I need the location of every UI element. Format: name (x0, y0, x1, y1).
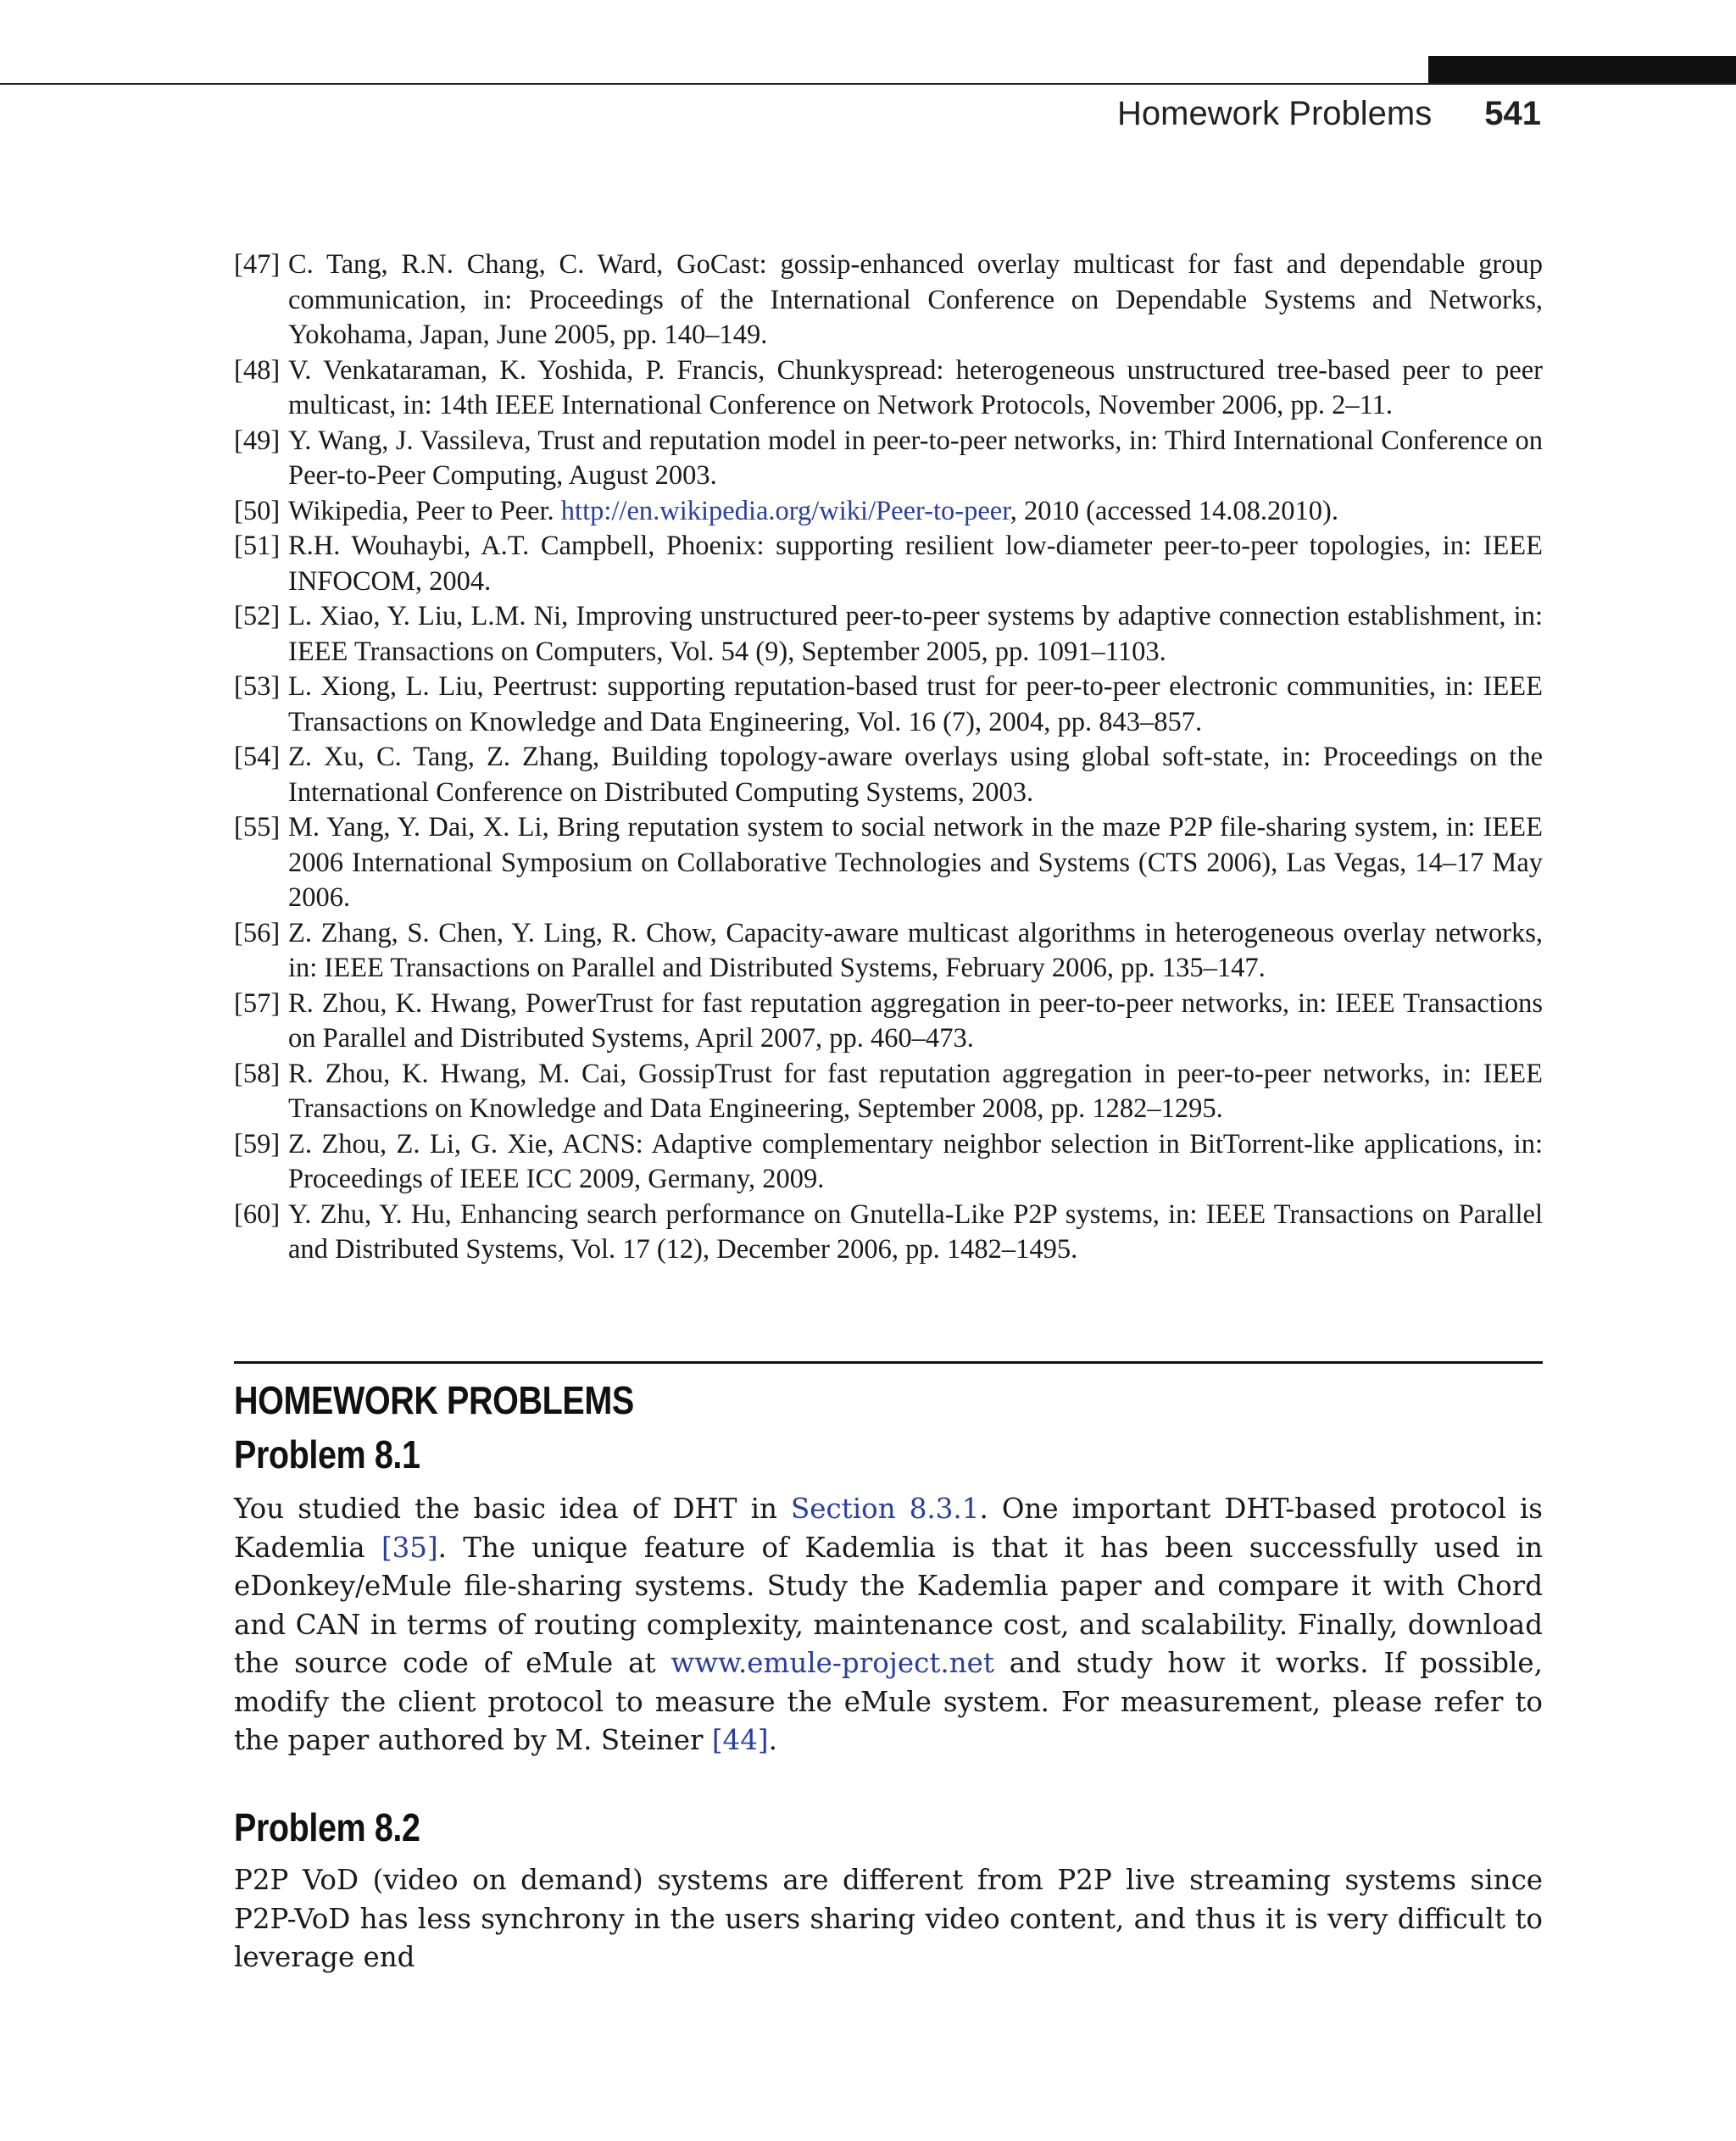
reference-item (234, 529, 1543, 599)
reference-item (234, 1127, 1543, 1198)
reference-number: [57] (234, 987, 281, 1019)
section-heading-homework: HOMEWORK PROBLEMS (234, 1378, 634, 1422)
reference-number: [51] (234, 531, 281, 561)
reference-url-link[interactable]: http://en.wikipedia.org/wiki/Peer-to-peer (560, 495, 1010, 526)
reference-item (234, 599, 1543, 670)
reference-text: L. Xiao, Y. Liu, L.M. Ni, Improving unstructured peer-to-peer systems by adaptive connection establishment, in: IEEE Transactions on Computers, Vol. 54 (9), September 2005, pp. 1091–1103. (288, 601, 1543, 667)
reference-text: R. Zhou, K. Hwang, PowerTrust for fast reputation aggregation in peer-to-peer networks, in: IEEE Transactions on Parallel and Distributed Systems, April 2007, pp. 460–473. (288, 987, 1543, 1054)
reference-item (234, 494, 1543, 530)
reference-number: [47] (234, 249, 281, 280)
emule-website-link[interactable]: www.emule-project.net (670, 1647, 994, 1679)
reference-number: [60] (234, 1198, 281, 1230)
reference-item (234, 740, 1543, 810)
reference-text: C. Tang, R.N. Chang, C. Ward, GoCast: gossip-enhanced overlay multicast for fast and dependable group communication, in: Proceedings of the International Conference on Dependable Systems and Networks, Yokohama, Japan, June 2005, pp. 140–149. (288, 249, 1543, 350)
running-head-title: Homework Problems (1117, 95, 1433, 132)
reference-number: [55] (234, 812, 281, 842)
problem-8-1-text-1: You studied the basic idea of DHT in (234, 1493, 792, 1525)
reference-item (234, 247, 1543, 353)
problem-8-1-text-3: . The unique feature of Kademlia is that it has been successfully used in eDonkey/eMule file-sharing systems. Study the Kademlia paper and compare it with Chord and CAN in terms of routing complexity, maintenance cost, and scalability. Finally, download the source code of eMule at (234, 1531, 1544, 1679)
reference-number: [59] (234, 1128, 281, 1159)
problem-8-1-text-5: . (768, 1724, 777, 1756)
reference-item (234, 987, 1543, 1057)
reference-number: [54] (234, 742, 281, 772)
reference-list (234, 247, 1543, 1268)
reference-text: L. Xiong, L. Liu, Peertrust: supporting reputation-based trust for peer-to-peer electronic communities, in: IEEE Transactions on Knowledge and Data Engineering, Vol. 16 (7), 2004, pp. 843–857. (288, 671, 1543, 737)
reference-number: [56] (234, 917, 281, 948)
reference-item (234, 424, 1543, 494)
reference-text: Y. Zhu, Y. Hu, Enhancing search performance on Gnutella-Like P2P systems, in: IEEE Transactions on Parallel and Distributed Systems, Vol. 17 (12), December 2006, pp. 1482–1495. (288, 1198, 1543, 1265)
reference-text: Z. Xu, C. Tang, Z. Zhang, Building topology-aware overlays using global soft-state, in: Proceedings on the International Conference on Distributed Computing Systems, 2003. (288, 742, 1543, 808)
reference-item (234, 353, 1543, 424)
section-link[interactable]: Section 8.3.1 (791, 1493, 980, 1525)
page-number: 541 (1484, 95, 1541, 132)
problem-8-1-title: Problem 8.1 (234, 1432, 420, 1476)
header-rule (0, 83, 1736, 85)
reference-item (234, 670, 1543, 740)
citation-link-44[interactable]: [44] (711, 1724, 769, 1756)
reference-text: Z. Zhou, Z. Li, G. Xie, ACNS: Adaptive complementary neighbor selection in BitTorrent-like applications, in: Proceedings of IEEE ICC 2009, Germany, 2009. (288, 1128, 1543, 1194)
reference-number: [49] (234, 425, 281, 456)
reference-text (288, 494, 1543, 530)
reference-text: R. Zhou, K. Hwang, M. Cai, GossipTrust for fast reputation aggregation in peer-to-peer networks, in: IEEE Transactions on Knowledge and Data Engineering, September 2008, pp. 1282–1295. (288, 1058, 1543, 1124)
reference-text: M. Yang, Y. Dai, X. Li, Bring reputation system to social network in the maze P2P file-sharing system, in: IEEE 2006 International Symposium on Collaborative Technologies and Systems (CTS 2006), Las Vegas, 14–17 May 2006. (288, 812, 1543, 913)
reference-number: [58] (234, 1058, 281, 1089)
problem-8-1-text-2: . One important DHT-based protocol is Kademlia (234, 1493, 1543, 1564)
reference-text: Y. Wang, J. Vassileva, Trust and reputation model in peer-to-peer networks, in: Third International Conference on Peer-to-Peer Computing, August 2003. (288, 425, 1543, 491)
reference-text-after: , 2010 (accessed 14.08.2010). (1010, 495, 1338, 526)
reference-number: [50] (234, 495, 281, 526)
citation-link-35[interactable]: [35] (381, 1531, 438, 1564)
section-rule (234, 1361, 1543, 1364)
header-black-bar (1428, 56, 1736, 85)
reference-text: Z. Zhang, S. Chen, Y. Ling, R. Chow, Capacity-aware multicast algorithms in heterogeneous overlay networks, in: IEEE Transactions on Parallel and Distributed Systems, February 2006, pp. 135–147. (288, 917, 1543, 983)
problem-8-1-text-4: and study how it works. If possible, modify the client protocol to measure the eMule system. For measurement, please refer to the paper authored by M. Steiner (234, 1647, 1543, 1756)
reference-item (234, 1198, 1543, 1268)
reference-item (234, 810, 1543, 916)
reference-item (234, 1057, 1543, 1127)
reference-number: [48] (234, 354, 281, 386)
reference-number: [53] (234, 671, 281, 702)
problem-8-2-title: Problem 8.2 (234, 1805, 420, 1849)
running-head (1117, 95, 1541, 133)
reference-text: V. Venkataraman, K. Yoshida, P. Francis, Chunkyspread: heterogeneous unstructured tree-based peer to peer multicast, in: 14th IEEE International Conference on Network Protocols, November 2006, pp. 2–11. (288, 354, 1543, 420)
problem-8-1-text (234, 1490, 1543, 1760)
reference-text: R.H. Wouhaybi, A.T. Campbell, Phoenix: supporting resilient low-diameter peer-to-peer topologies, in: IEEE INFOCOM, 2004. (288, 531, 1543, 597)
reference-number: [52] (234, 601, 281, 631)
reference-text-before: Wikipedia, Peer to Peer. (288, 495, 561, 526)
reference-item (234, 916, 1543, 987)
problem-8-2-text: P2P VoD (video on demand) systems are different from P2P live streaming systems since P2P-VoD has less synchrony in the users sharing video content, and thus it is very difficult to leverage end (234, 1864, 1543, 1973)
